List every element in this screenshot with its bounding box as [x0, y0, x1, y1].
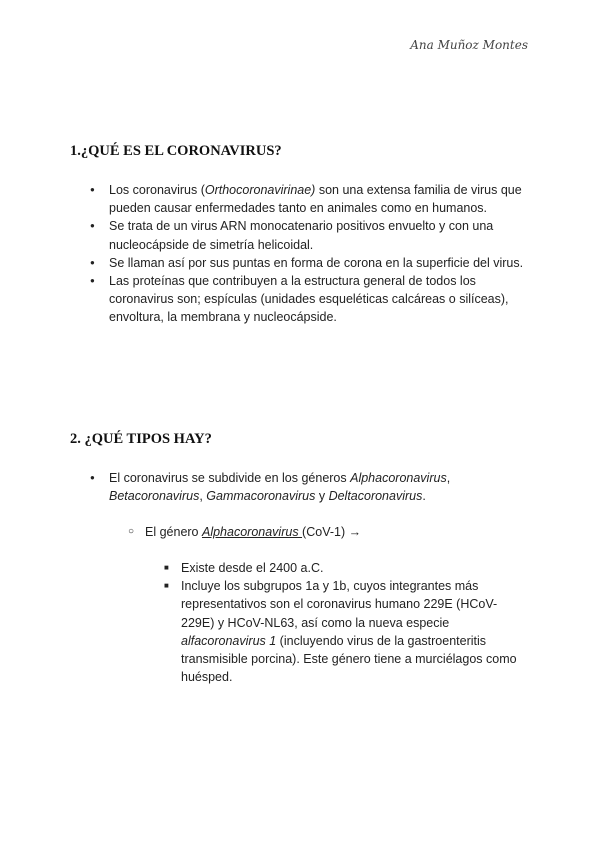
taxon-name: Orthocoronavirinae) — [204, 183, 316, 197]
list-item: ● Se llaman así por sus puntas en forma de corona en la superficie del virus. — [109, 254, 539, 272]
separator: , — [446, 471, 451, 485]
list-item — [181, 577, 521, 686]
bullet-text: son una extensa familia de virus que pueden causar enfermedades tanto en animales como en humanos. — [109, 183, 522, 216]
species-name: alfacoronavirus 1 — [181, 633, 277, 648]
separator: . — [422, 489, 426, 504]
bullet-text: (incluyendo virus de la gastroenteritis transmisible porcina). Este género tiene a murciélagos como huésped. — [181, 633, 517, 685]
genus-link[interactable]: Alphacoronavirus — [201, 525, 303, 539]
list-item: ■ Existe desde el 2400 a.C. — [181, 559, 521, 577]
bullet-text: El género — [145, 525, 202, 539]
genus-name: Alphacoronavirus — [350, 471, 447, 485]
list-item: ● Las proteínas que contribuyen a la estructura general de todos los coronavirus son; espículas (unidades esqueléticas calcáreas o silíceas), envoltura, la membrana y nucleocápside. — [109, 272, 539, 327]
genus-name: Deltacoronavirus — [328, 489, 423, 504]
section-2-heading: 2. ¿QUÉ TIPOS HAY? — [70, 431, 212, 447]
section-1-heading: 1.¿QUÉ ES EL CORONAVIRUS? — [70, 143, 282, 159]
bullet-text: (CoV-1) → — [302, 525, 362, 539]
list-item — [109, 181, 539, 217]
separator: y — [315, 489, 329, 504]
bullet-text: Incluye los subgrupos 1a y 1b, cuyos integrantes más representativos son el coronavirus humano 229E (HCoV-229E) y HCoV-NL63, así como la nueva especie — [181, 579, 498, 630]
list-item — [109, 469, 539, 505]
separator: , — [199, 489, 207, 504]
bullet-text: El coronavirus se subdivide en los géneros — [109, 471, 351, 485]
genus-name: Gammacoronavirus — [206, 489, 316, 504]
section-2-list — [109, 469, 539, 505]
bullet-text: Los coronavirus ( — [109, 183, 205, 197]
genus-details-list — [181, 559, 521, 686]
list-item: ● Se trata de un virus ARN monocatenario positivos envuelto y con una nucleocápside de simetría helicoidal. — [109, 217, 539, 253]
author-name: Ana Muñoz Montes — [410, 38, 528, 52]
list-item — [145, 523, 525, 541]
section-1-list — [109, 181, 539, 327]
genus-name: Betacoronavirus — [109, 489, 200, 504]
genus-sublist — [145, 523, 525, 541]
